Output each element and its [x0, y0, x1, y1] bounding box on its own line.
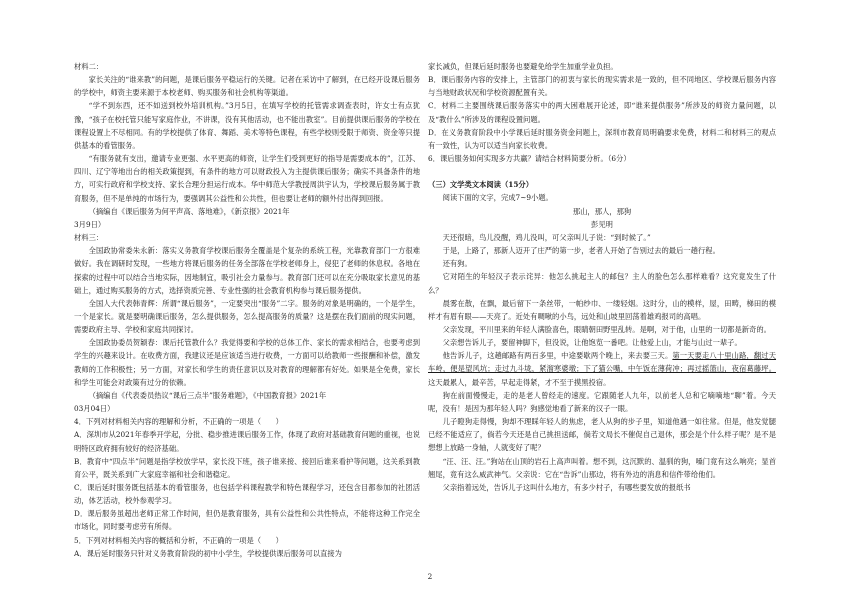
- story-paragraph: 父亲想告诉儿子，要留神脚下，但没说，让他饱览一番吧。让他爱上山，才能与山过一辈子。: [442, 338, 742, 348]
- material-3-paragraph: 全国人大代表韩青辉：所谓“课后服务”，一定要突出“服务”二字。服务的对象是明确的，一个是学生，一个是家长。就是要明确课后服务，怎么提供服务，怎么提高服务的质量？这是摆在我们面前的现实问题，需要政府主导、学校和家庭共同探讨。: [74, 298, 420, 335]
- question-4-option-d: D．课后服务虽超出老师正常工作时间，但仍是教育服务，具有公益性和公共性特点，不能将这种工作完全市场化，同时要考虑劳有所得。: [74, 509, 420, 532]
- story-paragraph: 还有狗。: [442, 259, 472, 269]
- material-2-paragraph: 家长关注的“谁来教”的问题，是课后服务平稳运行的关键。记者在采访中了解到，在已经开设课后服务的学校中，师资主要来源于本校老师、购买服务和社会机构等渠道。: [74, 75, 420, 98]
- story-paragraph: 儿子瞪狗走得慢，狗却不理睬年轻人的焦虑，老人从狗的步子里，知道他遇一如往常。但是，他发觉腿已经不能适应了，倘若今天还是自己挑担送邮，倘若文局长不催促自己退休，那会是个什么样子呢？是不是想想上放路一身轴，人就变好了呢？: [428, 417, 776, 453]
- material-3-source: （摘编自《代表委员热议“课后三点半”服务难题》，《中国教育报》2021年: [88, 390, 327, 400]
- question-5-stem: 5．下列对材料相关内容的概括和分析，不正确的一项是（ ）: [74, 535, 283, 545]
- story-paragraph: 天还很暗，鸟儿没醒，鸡儿没叫，可父亲叫儿子说：“到时候了。”: [442, 232, 651, 242]
- right-column: [428, 60, 776, 494]
- question-5-option-b: B．课后服务内容的安排上，主管部门的初衷与家长的现实需求是一致的，但不同地区、学校课后服务内容与当地财政状况和学校资源配置有关。: [428, 75, 776, 98]
- story-paragraph: 狗在前面慢慢走，走的是老人曾经走的速度。它跟随老人九年，以前老人总和它嘀嘀地“聊”着。今天呢，没有！是因为那年轻人吗？狗感觉地看了新来的汉子一眼。: [428, 390, 776, 413]
- material-3-paragraph: 全国政协委员贺颖春：课后托管教什么？我觉得要和学校的总体工作、家长的需求相结合，也要考虑到学生的兴趣来设计。在收费方面，我建议还是应该适当进行收费，一方面可以给教师一些报酬和补偿，激发教师的工作积极性；另一方面，对家长和学生的责任意识以及对教育的理解都有好处。如果是全免费，家长和学生可能会对政策有过分的依赖。: [74, 338, 420, 387]
- question-4-stem: 4．下列对材料相关内容的理解和分析，不正确的一项是（ ）: [74, 417, 283, 427]
- story-paragraph: [428, 349, 776, 388]
- material-2-source-date: 3月9日）: [74, 219, 106, 229]
- left-column: [74, 60, 420, 560]
- question-4-option-c: C．课后延时服务既包括基本的看管服务，也包括学科课程教学和特色课程学习，还包含目都参加的社团活动，体艺活动，校外参观学习。: [74, 483, 420, 506]
- story-author: 彭见明: [591, 219, 613, 229]
- spacer: [428, 165, 776, 178]
- question-4-option-b: B．教育中“四点半”问题是指学校放学早，家长没下班，孩子谁来接、接回后谁来看护等问题，这关系到教育公平，既关系到广大家庭幸福和社会和谐稳定。: [74, 456, 420, 479]
- underlined-passage: 第一天要走八十里山路，翻过天车岭，便是望风坑；走过九斗垅，紧溜寒婆墩；下了猫公嘴，中午饭在薄荷冲；再过摇篮山，夜宿葛藤坪。: [428, 351, 777, 374]
- question-4-option-a: A．深圳市从2021年春季开学起，分批、稳步推进课后服务工作，体现了政府对基础教育问题的重视，也说明特区政府拥有较好的经济基础。: [74, 430, 420, 453]
- material-3-source-date: 03月04日）: [74, 404, 115, 414]
- story-paragraph: 于是，上路了，那新人迈开了庄严的第一步，老者人开始了告别过去的最后一趟行程。: [442, 246, 720, 256]
- question-5-option-a-continued: 家长减负，但课后延时服务也要避免给学生加重学业负担。: [428, 62, 618, 71]
- page-number: 2: [427, 572, 433, 581]
- story-text: 他告诉儿子，这趟邮路有两百多里，中途要歇两个晚上，来去要三天。: [442, 351, 673, 361]
- section-3-heading: （三）文学类文本阅读（15分）: [428, 180, 534, 190]
- section-3-instruction: 阅读下面的文字，完成7~9小题。: [442, 193, 553, 203]
- story-paragraph: 父亲发现，平川里来的年轻人满脸喜色，眼睛朝田野里乱转。是啊，对于他，山里的一切都是新奇的。: [442, 324, 771, 334]
- material-2-paragraph: “学不到东西，还不如送到校外培训机构。”3月5日，在填写学校的托管需求调查表时，许女士有点犹豫，“孩子在校托管只能写家庭作业，不讲课，没有其他活动，也不能出教室”。目前提供课后服务的学校在课程设置上不尽相同。有的学校提供了体育、舞蹈、美术等特色课程，有些学校则受限于师资、资金等只提供基本的看管服务。: [74, 101, 420, 150]
- question-6: 6．课后服务如何实现多方共赢？请结合材料简要分析。（6分）: [428, 154, 631, 164]
- question-5-option-d: D．在义务教育阶段中小学课后延时服务资金问题上，深圳市教育局明确要求免费，材料二和材料三的观点有一致性，认为可以适当向家长收费。: [428, 127, 776, 150]
- story-paragraph: 它对陌生的年轻汉子表示诧异：他怎么挑起主人的邮包？主人的脸色怎么那样难看？这究竟发生了什么？: [428, 272, 776, 295]
- question-5-option-a: A．课后延时服务只针对义务教育阶段的初中小学生，学校提供课后服务可以直接为: [74, 548, 342, 558]
- story-paragraph: 晨雾在散，在飘，最后留下一条丝带，一帕纱巾、一缕轻烟。这时分，山的模样，屋，田畴，梯田的模样才有眉有眼——天亮了。近处有啁啾的小鸟，远处和山坡里回荡着雄鸡报司的高唱。: [428, 298, 776, 321]
- story-paragraph: “汪、汪、汪。”狗站在山顶的岩石上高声叫着。想不到，这沉默的、温驯的狗，嗓门竟有这么响亮；显首翘尾，竟有这么威武神气。父亲说：它在“告诉”山那边，将有外边的消息和信件带给他们。: [428, 456, 776, 479]
- story-text: 这天最累人，最辛苦，早起走得紧，才不至于摸黑投宿。: [428, 377, 611, 387]
- question-5-option-c: C．材料二主要围绕课后服务落实中的两大困难展开论述，即“谁来提供服务”所涉及的师资力量问题，以及“教什么”所涉及的课程设置问题。: [428, 101, 776, 124]
- material-2-source: （摘编自《课后服务为何平声高、落地难》，《新京报》2021年: [88, 206, 290, 216]
- material-3-title: 材料三：: [74, 233, 104, 243]
- material-2-title: 材料二：: [74, 62, 104, 71]
- story-paragraph: 父亲指着远处，告诉儿子这叫什么地方，有多少村子，有哪些要发放的报纸书: [442, 482, 691, 492]
- story-title: 那山，那人，那狗: [572, 206, 632, 216]
- material-2-paragraph: “有服务就有支出，邀请专业更强、水平更高的师资，让学生们受到更好的指导是需要成本的”，江苏、四川、辽宁等地出台的相关政策提到，有条件的地方可以财政投入为主提供课后服务；确实不具备条件的地方，可实行政府和学校支持、家长合理分担运行成本。华中师范大学教授周洪宇认为，学校课后服务属于教育服务，但不是单纯的市场行为，要强调其公益性和公共性，但也要让老师的额外付出得到回报。: [74, 154, 420, 203]
- material-3-paragraph: 全国政协常委朱永新：落实义务教育学校课后服务全覆盖是个复杂的系统工程，光靠教育部门一方很难做好。我在调研时发现，一些地方将课后服务的任务全部落在学校老师身上，侵犯了老师的休息权。各地在探索的过程中可以结合当地实际，因地制宜，吸引社会力量参与。教育部门还可以在充分吸取家长意见的基础上，通过购买服务的方式，选择资质完善、专业性强的社会教育机构参与课后服务提供。: [74, 246, 420, 295]
